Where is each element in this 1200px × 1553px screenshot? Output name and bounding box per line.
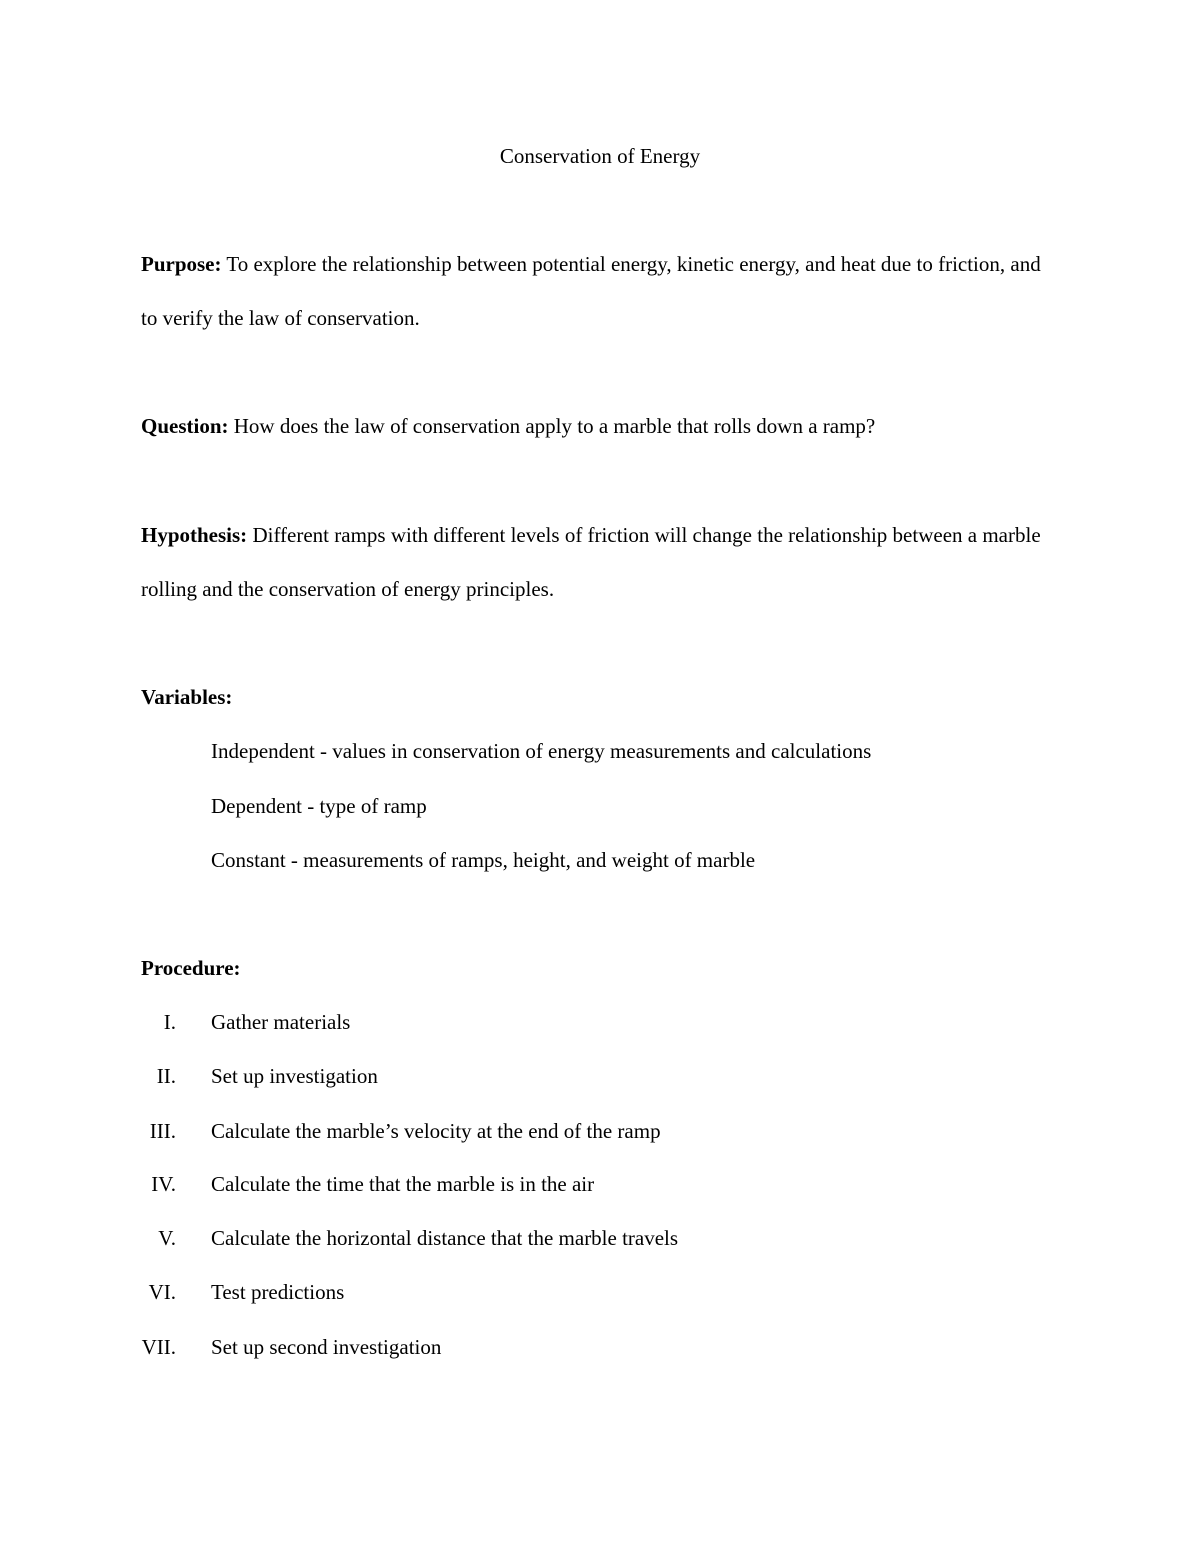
procedure-step-text: Calculate the marble’s velocity at the end of the ramp [211, 1119, 661, 1143]
question-text: How does the law of conservation apply to a marble that rolls down a ramp? [233, 414, 876, 438]
procedure-step-text: Calculate the time that the marble is in the air [211, 1172, 595, 1196]
procedure-step-number: VI. [148, 1280, 176, 1304]
question-label: Question: [141, 414, 229, 438]
variable-constant: Constant - measurements of ramps, height, and weight of marble [211, 848, 756, 872]
purpose-paragraph [141, 237, 1041, 345]
procedure-step-text: Test predictions [211, 1280, 345, 1304]
procedure-step-text: Gather materials [211, 1010, 351, 1034]
hypothesis-text: Different ramps with different levels of friction will change the relationship between a marble rolling and the conservation of energy principles. [141, 523, 1041, 601]
procedure-step-number: III. [149, 1119, 176, 1143]
variables-heading: Variables: [141, 685, 233, 709]
purpose-label: Purpose: [141, 252, 222, 276]
document-title: Conservation of Energy [499, 144, 701, 168]
procedure-step-number: V. [158, 1226, 176, 1250]
question-paragraph [141, 399, 1041, 453]
procedure-step-number: IV. [151, 1172, 176, 1196]
variable-dependent: Dependent - type of ramp [211, 794, 427, 818]
procedure-step-number: I. [163, 1010, 176, 1034]
procedure-step-number: VII. [141, 1335, 176, 1359]
variable-independent: Independent - values in conservation of energy measurements and calculations [211, 739, 872, 763]
hypothesis-paragraph [141, 508, 1041, 616]
procedure-step-text: Set up second investigation [211, 1335, 442, 1359]
procedure-step-text: Set up investigation [211, 1064, 378, 1088]
hypothesis-label: Hypothesis: [141, 523, 248, 547]
procedure-heading: Procedure: [141, 956, 241, 980]
purpose-text: To explore the relationship between potential energy, kinetic energy, and heat due to friction, and to verify the law of conservation. [141, 252, 1041, 330]
procedure-step-number: II. [156, 1064, 176, 1088]
procedure-step-text: Calculate the horizontal distance that the marble travels [211, 1226, 679, 1250]
